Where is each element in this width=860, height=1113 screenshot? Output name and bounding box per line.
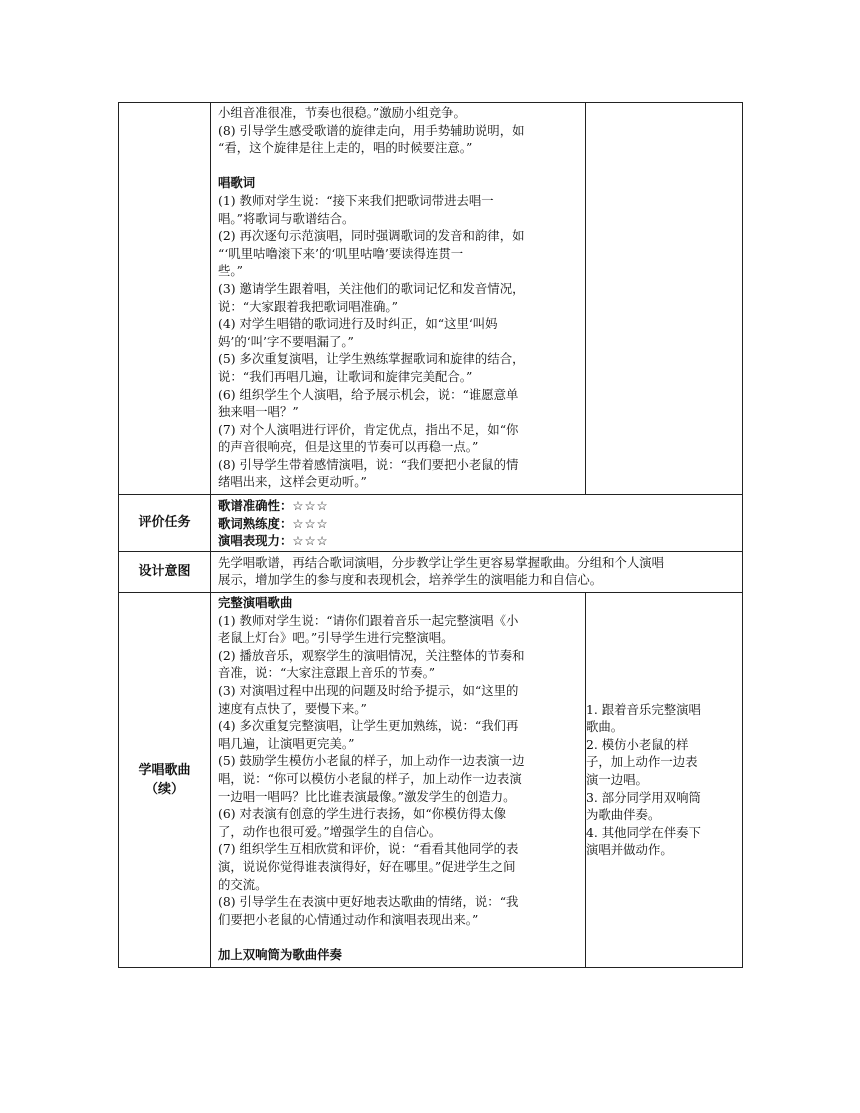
- evaluation-label: 评价任务: [119, 495, 211, 552]
- evaluation-criterion: 演唱表现力：: [218, 533, 293, 549]
- student-activity-cell-empty: [586, 103, 743, 495]
- text-line: 3. 部分同学用双响筒: [586, 789, 701, 805]
- text-line: 们要把小老鼠的心情通过动作和演唱表现出来。”: [218, 911, 479, 927]
- design-intent-label: 设计意图: [119, 551, 211, 592]
- text-line: (6) 组织学生个人演唱，给予展示机会，说：“谁愿意单: [218, 386, 519, 402]
- text-line: 歌曲。: [586, 719, 624, 735]
- teacher-activity-text: [211, 103, 585, 494]
- row-label-empty: [119, 103, 211, 495]
- text-line: 子，加上动作一边表: [586, 754, 698, 770]
- evaluation-item: [218, 497, 738, 515]
- text-line: “看，这个旋律是往上走的，唱的时候要注意。”: [218, 140, 473, 156]
- text-line: (8) 引导学生在表演中更好地表达歌曲的情绪，说：“我: [218, 894, 519, 910]
- star-rating: ☆☆☆: [292, 498, 329, 514]
- text-line: (4) 对学生唱错的歌词进行及时纠正，如“这里‘叫妈: [218, 316, 498, 332]
- text-line: (2) 再次逐句示范演唱，同时强调歌词的发音和韵律，如: [218, 228, 525, 244]
- design-intent-row: [119, 551, 743, 592]
- blank-line: [218, 928, 581, 946]
- text-line: 妈’的‘叫’字不要唱漏了。”: [218, 333, 354, 349]
- learn-song-label: [119, 593, 211, 967]
- text-line: 一边唱一唱吗？比比谁表演最像。”激发学生的创造力。: [218, 788, 516, 804]
- text-line: “‘叽里咕噜滚下来’的‘叽里咕噜’要读得连贯一: [218, 245, 464, 261]
- text-line: 演，说说你觉得谁表演得好，好在哪里。”促进学生之间: [218, 858, 516, 874]
- text-line: (1) 教师对学生说：“请你们跟着音乐一起完整演唱《小: [218, 612, 519, 628]
- text-line: 唱几遍，让演唱更完美。”: [218, 735, 355, 751]
- text-line: 唱，说：“你可以模仿小老鼠的样子，加上动作一边表演: [218, 770, 522, 786]
- teacher-activity-cell: [211, 103, 586, 495]
- text-line: 绪唱出来，这样会更动听。”: [218, 474, 367, 490]
- text-line: (5) 鼓励学生模仿小老鼠的样子，加上动作一边表演一边: [218, 753, 525, 769]
- section-heading: 完整演唱歌曲: [218, 595, 293, 611]
- evaluation-item: [218, 515, 738, 533]
- text-line: (8) 引导学生感受歌谱的旋律走向，用手势辅助说明，如: [218, 122, 525, 138]
- text-line: (7) 组织学生互相欣赏和评价，说：“看看其他同学的表: [218, 841, 519, 857]
- evaluation-content: [211, 495, 743, 552]
- student-activity-cell: [586, 593, 743, 967]
- learn-song-row: [119, 593, 743, 967]
- text-line: (6) 对表演有创意的学生进行表扬，如“你模仿得太像: [218, 806, 507, 822]
- text-line: 音准，说：“大家注意跟上音乐的节奏。”: [218, 665, 436, 681]
- text-line: 小组音准很准，节奏也很稳。”激励小组竞争。: [218, 105, 466, 120]
- text-line: 老鼠上灯台》吧。”引导学生进行完整演唱。: [218, 630, 454, 646]
- text-line: (2) 播放音乐，观察学生的演唱情况，关注整体的节奏和: [218, 647, 525, 663]
- text-line: 1. 跟着音乐完整演唱: [586, 701, 701, 717]
- text-line: (8) 引导学生带着感情演唱，说：“我们要把小老鼠的情: [218, 456, 519, 472]
- text-line: (3) 邀请学生跟着唱，关注他们的歌词记忆和发音情况，: [218, 280, 525, 296]
- teacher-activity-text: [211, 593, 585, 966]
- learn-song-label-line2: （续）: [144, 781, 184, 797]
- text-line: 演一边唱。: [586, 771, 648, 787]
- text-line: 4. 其他同学在伴奏下: [586, 824, 701, 840]
- evaluation-row: [119, 495, 743, 552]
- continued-singing-row: [119, 103, 743, 495]
- text-line: (5) 多次重复演唱，让学生熟练掌握歌词和旋律的结合，: [218, 351, 525, 367]
- star-rating: ☆☆☆: [292, 533, 329, 549]
- text-line: 先学唱歌谱，再结合歌词演唱，分步教学让学生更容易掌握歌曲。分组和个人演唱: [218, 554, 665, 570]
- text-line: (3) 对演唱过程中出现的问题及时给予提示，如“这里的: [218, 683, 519, 698]
- text-line: 了，动作也很可爱。”增强学生的自信心。: [218, 823, 442, 839]
- text-line: 唱。”将歌词与歌谱结合。: [218, 210, 355, 226]
- text-line: 2. 模仿小老鼠的样: [586, 736, 689, 752]
- evaluation-criterion: 歌谱准确性：: [218, 498, 293, 514]
- text-line: 独来唱一唱？”: [218, 404, 299, 420]
- star-rating: ☆☆☆: [292, 515, 329, 531]
- text-line: 为歌曲伴奏。: [586, 807, 661, 823]
- evaluation-criterion: 歌词熟练度：: [218, 515, 293, 531]
- section-heading: 加上双响筒为歌曲伴奏: [218, 946, 342, 962]
- text-line: 说：“大家跟着我把歌词唱准确。”: [218, 298, 398, 314]
- design-intent-content: [211, 551, 743, 592]
- text-line: (4) 多次重复完整演唱，让学生更加熟练，说：“我们再: [218, 718, 519, 734]
- text-line: 的声音很响亮，但是这里的节奏可以再稳一点。”: [218, 439, 479, 455]
- student-activity-text: [586, 701, 742, 859]
- section-heading: 唱歌词: [218, 175, 256, 191]
- evaluation-item: [218, 532, 738, 550]
- learn-song-label-line1: 学唱歌曲: [138, 762, 191, 778]
- text-line: 展示，增加学生的参与度和表现机会，培养学生的演唱能力和自信心。: [218, 572, 603, 588]
- teacher-activity-cell: [211, 593, 586, 967]
- blank-line: [218, 157, 581, 175]
- text-line: (1) 教师对学生说：“接下来我们把歌词带进去唱一: [218, 192, 494, 208]
- text-line: 说：“我们再唱几遍，让歌词和旋律完美配合。”: [218, 368, 473, 384]
- text-line: 速度有点快了，要慢下来。”: [218, 700, 367, 716]
- text-line: 的交流。: [218, 876, 268, 892]
- text-line: 演唱并做动作。: [586, 842, 673, 858]
- lesson-plan-table: [118, 102, 743, 968]
- text-line: (7) 对个人演唱进行评价，肯定优点，指出不足，如“你: [218, 421, 519, 437]
- text-line: 些。”: [218, 263, 243, 279]
